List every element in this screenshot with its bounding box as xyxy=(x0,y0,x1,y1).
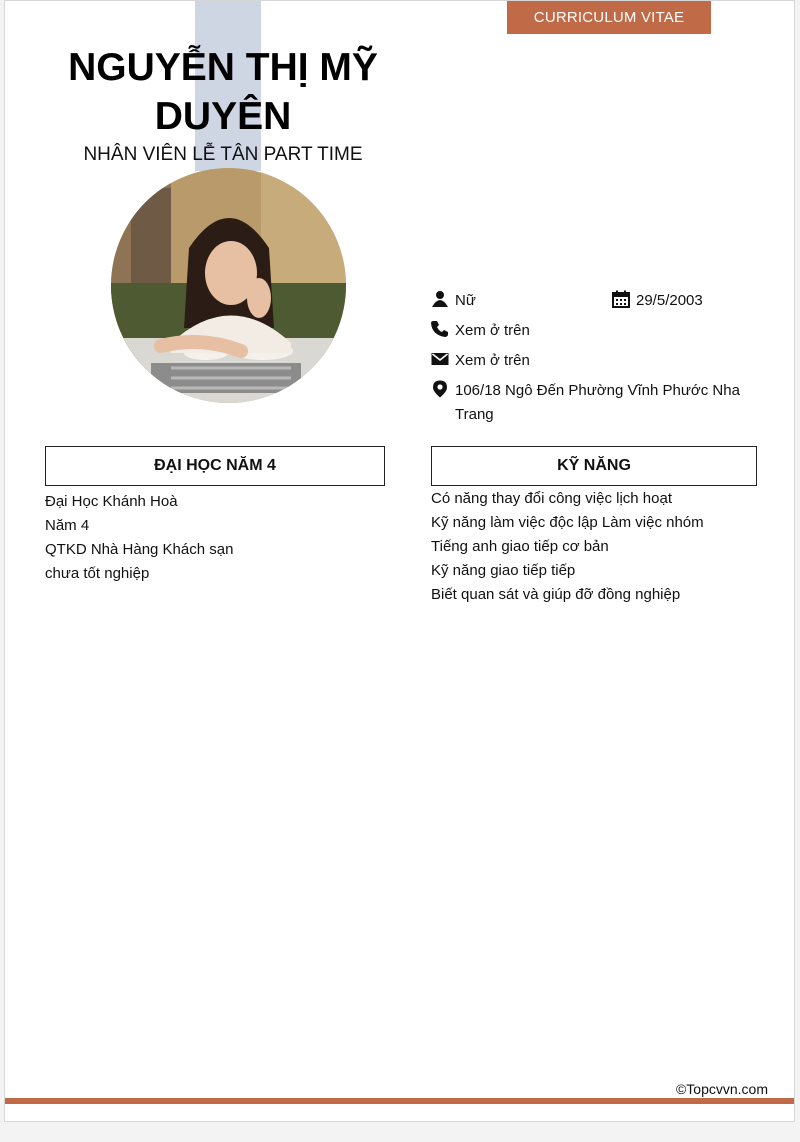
profile-photo xyxy=(111,168,346,403)
skill-item: Tiếng anh giao tiếp cơ bản xyxy=(431,538,609,555)
person-icon xyxy=(431,290,449,308)
cv-page xyxy=(4,0,795,1122)
skill-item: Kỹ năng giao tiếp tiếp xyxy=(431,562,576,579)
education-heading: ĐẠI HỌC NĂM 4 xyxy=(45,446,385,486)
location-icon xyxy=(431,380,449,398)
profile-photo-illustration xyxy=(111,168,346,403)
gender-row xyxy=(431,289,476,313)
footer-credit: ©Topcvvn.com xyxy=(675,1081,768,1097)
phone-value: Xem ở trên xyxy=(455,322,530,339)
calendar-icon xyxy=(612,290,630,308)
phone-icon xyxy=(431,320,449,338)
phone-row xyxy=(431,319,530,343)
education-item: Năm 4 xyxy=(45,517,90,534)
job-title: NHÂN VIÊN LỄ TÂN PART TIME xyxy=(83,144,363,165)
skills-heading: KỸ NĂNG xyxy=(431,446,757,486)
cv-banner: CURRICULUM VITAE xyxy=(507,1,711,34)
skills-list xyxy=(431,487,704,607)
email-row xyxy=(431,349,530,373)
education-item: QTKD Nhà Hàng Khách sạn xyxy=(45,541,234,558)
education-item: chưa tốt nghiệp xyxy=(45,565,150,582)
address-value: 106/18 Ngô Đến Phường Vĩnh Phước Nha Trang xyxy=(455,382,740,423)
skill-item: Có năng thay đổi công việc lịch hoạt xyxy=(431,490,672,507)
skill-item: Kỹ năng làm việc độc lập Làm việc nhóm xyxy=(431,514,704,531)
email-value: Xem ở trên xyxy=(455,352,530,369)
candidate-name: NGUYỄN THỊ MỸ DUYÊN xyxy=(68,46,378,138)
birthday-value: 29/5/2003 xyxy=(636,292,703,309)
education-list xyxy=(45,490,233,586)
address-row xyxy=(431,379,761,427)
gender-value: Nữ xyxy=(455,292,476,309)
education-item: Đại Học Khánh Hoà xyxy=(45,493,178,510)
footer-accent-bar xyxy=(5,1098,794,1104)
skill-item: Biết quan sát và giúp đỡ đồng nghiệp xyxy=(431,586,681,603)
birthday-row xyxy=(612,289,703,313)
email-icon xyxy=(431,350,449,368)
